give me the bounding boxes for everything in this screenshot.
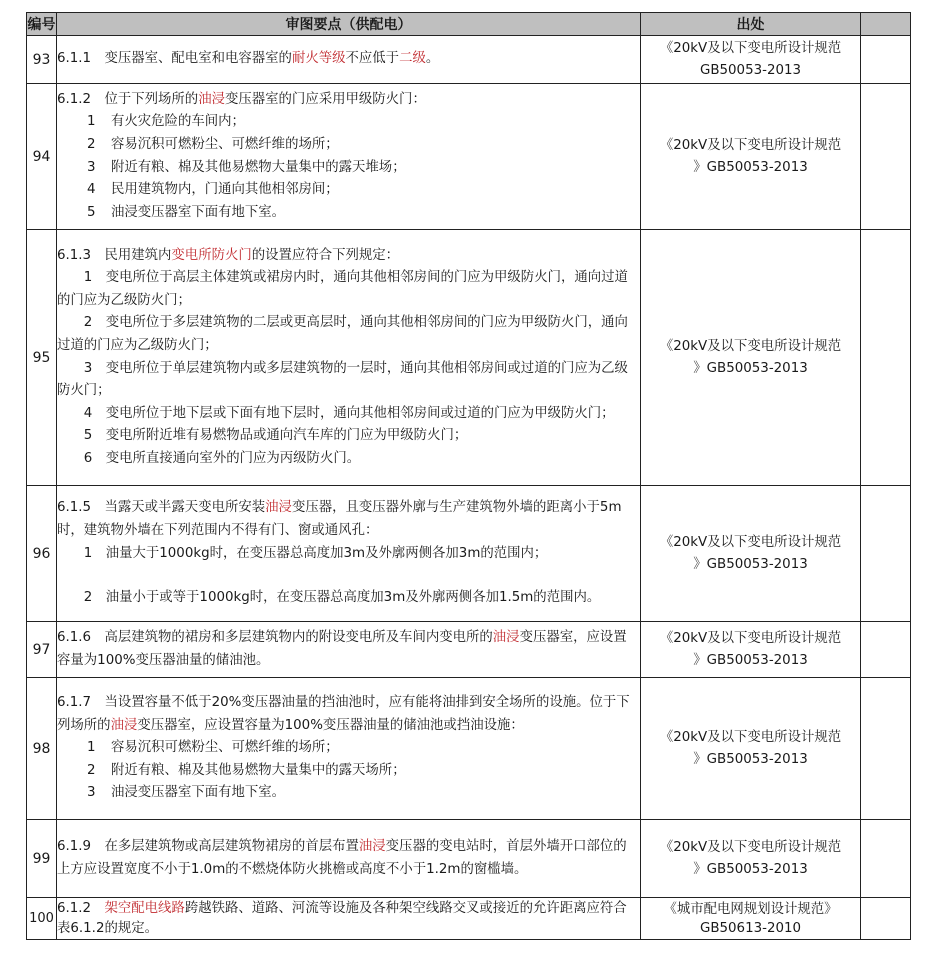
point-intro: [57, 497, 640, 542]
header-extra: [861, 13, 911, 36]
point-text: 6.1.5 当露天或半露天变电所安装: [57, 500, 266, 516]
row-points: [57, 230, 641, 486]
row-number: 96: [27, 486, 57, 622]
source-line: 》GB50053-2013: [693, 360, 808, 376]
item-text: 变电所位于高层主体建筑或裙房内时，通向其他相邻房间的门应为甲级防火门，通向过道的门应为乙级防火门；: [57, 270, 628, 308]
table-row: [27, 230, 911, 486]
row-source: [641, 230, 861, 486]
point-text: 6.1.9 在多层建筑物或高层建筑物裙房的首层布置: [57, 838, 359, 854]
source-line: 《20kV及以下变电所设计规范: [659, 40, 842, 56]
list-item: [57, 202, 640, 225]
highlight-text: 架空配电线路: [104, 900, 185, 916]
point-text: 的设置应符合下列规定：: [251, 247, 400, 263]
source-line: 《20kV及以下变电所设计规范: [659, 338, 842, 354]
list-item: [57, 134, 640, 157]
row-number: 100: [27, 898, 57, 940]
row-points: [57, 36, 641, 84]
table-row: [27, 84, 911, 230]
source-line: 》GB50053-2013: [693, 751, 808, 767]
row-source: [641, 622, 861, 678]
row-source: [641, 898, 861, 940]
item-number: 3: [83, 360, 93, 376]
table-row: [27, 622, 911, 678]
item-number: 3: [87, 159, 96, 175]
table-row: [27, 820, 911, 898]
table-row: [27, 678, 911, 820]
row-points: [57, 486, 641, 622]
point-text: 6.1.6 高层建筑物的裙房和多层建筑物内的附设变电所及车间内变电所的: [57, 629, 493, 645]
list-item: [57, 543, 640, 566]
row-source: [641, 486, 861, 622]
list-item: [57, 448, 640, 471]
header-num: 编号: [27, 13, 57, 36]
item-text: 油量小于或等于1000kg时，在变压器总高度加3m及外廓两侧各加1.5m的范围内。: [105, 590, 601, 606]
header-source: 出处: [641, 13, 861, 36]
row-extra: [861, 230, 911, 486]
point-text: 变压器室的门应采用甲级防火门：: [224, 91, 426, 107]
table-row: [27, 898, 911, 940]
source-line: 《20kV及以下变电所设计规范: [659, 534, 842, 550]
table-row: [27, 36, 911, 84]
highlight-text: 油浸: [110, 717, 138, 733]
row-number: 99: [27, 820, 57, 898]
item-text: 油浸变压器室下面有地下室。: [111, 785, 286, 801]
item-text: 油量大于1000kg时，在变压器总高度加3m及外廓两侧各加3m的范围内；: [105, 545, 548, 561]
source-line: 《20kV及以下变电所设计规范: [659, 729, 842, 745]
list-item: [57, 403, 640, 426]
row-number: 94: [27, 84, 57, 230]
item-text: 油浸变压器室下面有地下室。: [111, 204, 286, 220]
item-number: 2: [83, 315, 93, 331]
point-text: 。: [425, 51, 440, 67]
item-number: 1: [83, 270, 93, 286]
point-intro: [57, 692, 640, 737]
row-points: [57, 678, 641, 820]
point-text: 变压器室，应设置容量为100%变压器油量的储油池。: [57, 629, 627, 668]
spacer: [57, 565, 640, 587]
table-row: [27, 486, 911, 622]
list-item: [57, 737, 640, 760]
header-row: [27, 13, 911, 36]
list-item: [57, 358, 640, 403]
list-item: [57, 760, 640, 783]
list-item: [57, 425, 640, 448]
source-line: 《20kV及以下变电所设计规范: [659, 137, 842, 153]
source-line: 》GB50053-2013: [693, 861, 808, 877]
list-item: [57, 267, 640, 312]
item-number: 1: [83, 545, 93, 561]
point-text: 变压器室，应设置容量为100%变压器油量的储油池或挡油设施：: [137, 717, 524, 733]
point-text: 变压器，且变压器外廓与生产建筑物外墙的距离小于5m时，建筑物外墙在下列范围内不得有门、窗或通风孔：: [57, 500, 622, 538]
item-number: 2: [87, 762, 96, 778]
item-text: 有火灾危险的车间内；: [111, 114, 245, 130]
point-text: 变压器的变电站时，首层外墙开口部位的上方应设置宽度不小于1.0m的不燃烧体防火挑檐或高度不小于1.2m的窗槛墙。: [57, 838, 627, 877]
row-extra: [861, 678, 911, 820]
highlight-text: 二级: [399, 51, 426, 67]
item-text: 变电所位于单层建筑物内或多层建筑物的一层时，通向其他相邻房间或过道的门应为乙级防火门；: [57, 360, 628, 399]
row-extra: [861, 820, 911, 898]
point-text: 不应低于: [345, 51, 400, 67]
point-intro: [57, 245, 640, 268]
row-points: [57, 84, 641, 230]
item-text: 变电所附近堆有易燃物品或通向汽车库的门应为甲级防火门；: [105, 428, 468, 444]
item-number: 6: [83, 450, 93, 466]
item-text: 附近有粮、棉及其他易燃物大量集中的露天堆场；: [111, 159, 406, 175]
highlight-text: 油浸: [358, 838, 386, 854]
item-number: 5: [83, 428, 93, 444]
header-points: 审图要点（供配电）: [57, 13, 641, 36]
row-source: [641, 84, 861, 230]
highlight-text: 耐火等级: [291, 51, 346, 67]
row-number: 98: [27, 678, 57, 820]
source-line: 《20kV及以下变电所设计规范: [659, 630, 842, 646]
point-text: 6.1.7 当设置容量不低于20%变压器油量的挡油池时，应有能将油排到安全场所的设施。位于下列场所的: [57, 695, 630, 733]
list-item: [57, 312, 640, 357]
point-text: 6.1.1 变压器室、配电室和电容器室的: [57, 51, 292, 67]
row-number: 93: [27, 36, 57, 84]
item-text: 民用建筑物内，门通向其他相邻房间；: [111, 182, 339, 198]
item-number: 1: [87, 114, 96, 130]
row-points: [57, 820, 641, 898]
row-source: [641, 820, 861, 898]
point-intro: [57, 89, 640, 112]
item-number: 3: [87, 785, 96, 801]
source-line: 《城市配电网规划设计规范》: [663, 901, 838, 917]
item-number: 5: [87, 204, 96, 220]
row-source: [641, 678, 861, 820]
item-number: 2: [87, 136, 96, 152]
row-points: [57, 898, 641, 940]
highlight-text: 油浸: [265, 500, 292, 516]
source-line: GB50613-2010: [699, 920, 802, 936]
list-item: [57, 782, 640, 805]
list-item: [57, 587, 640, 610]
highlight-text: 油浸: [492, 629, 520, 645]
source-line: 》GB50053-2013: [693, 652, 808, 668]
row-points: [57, 622, 641, 678]
point-text: 6.1.3 民用建筑内: [57, 247, 172, 263]
source-line: 》GB50053-2013: [693, 159, 808, 175]
row-extra: [861, 898, 911, 940]
row-extra: [861, 622, 911, 678]
row-extra: [861, 486, 911, 622]
item-text: 容易沉积可燃粉尘、可燃纤维的场所；: [111, 136, 339, 152]
source-line: 》GB50053-2013: [693, 556, 808, 572]
highlight-text: 油浸: [198, 91, 225, 107]
item-text: 变电所直接通向室外的门应为丙级防火门。: [105, 450, 361, 466]
item-text: 变电所位于多层建筑物的二层或更高层时，通向其他相邻房间的门应为甲级防火门，通向过道的门应为乙级防火门；: [57, 315, 628, 353]
row-number: 97: [27, 622, 57, 678]
highlight-text: 变电所防火门: [171, 247, 252, 263]
point-text: 6.1.2: [57, 900, 105, 916]
item-text: 容易沉积可燃粉尘、可燃纤维的场所；: [111, 740, 339, 756]
point-text: 6.1.2 位于下列场所的: [57, 91, 199, 107]
row-extra: [861, 84, 911, 230]
list-item: [57, 111, 640, 134]
source-line: GB50053-2013: [699, 62, 802, 78]
row-number: 95: [27, 230, 57, 486]
item-number: 1: [87, 740, 96, 756]
row-source: [641, 36, 861, 84]
list-item: [57, 157, 640, 180]
item-text: 附近有粮、棉及其他易燃物大量集中的露天场所；: [111, 762, 406, 778]
item-number: 4: [87, 182, 96, 198]
item-number: 2: [83, 590, 93, 606]
row-extra: [861, 36, 911, 84]
review-points-table: [26, 12, 911, 940]
source-line: 《20kV及以下变电所设计规范: [659, 839, 842, 855]
item-number: 4: [83, 405, 93, 421]
item-text: 变电所位于地下层或下面有地下层时，通向其他相邻房间或过道的门应为甲级防火门；: [105, 405, 615, 421]
point-text: 跨越铁路、道路、河流等设施及各种架空线路交叉或接近的允许距离应符合表6.1.2的规定。: [57, 900, 627, 936]
list-item: [57, 179, 640, 202]
